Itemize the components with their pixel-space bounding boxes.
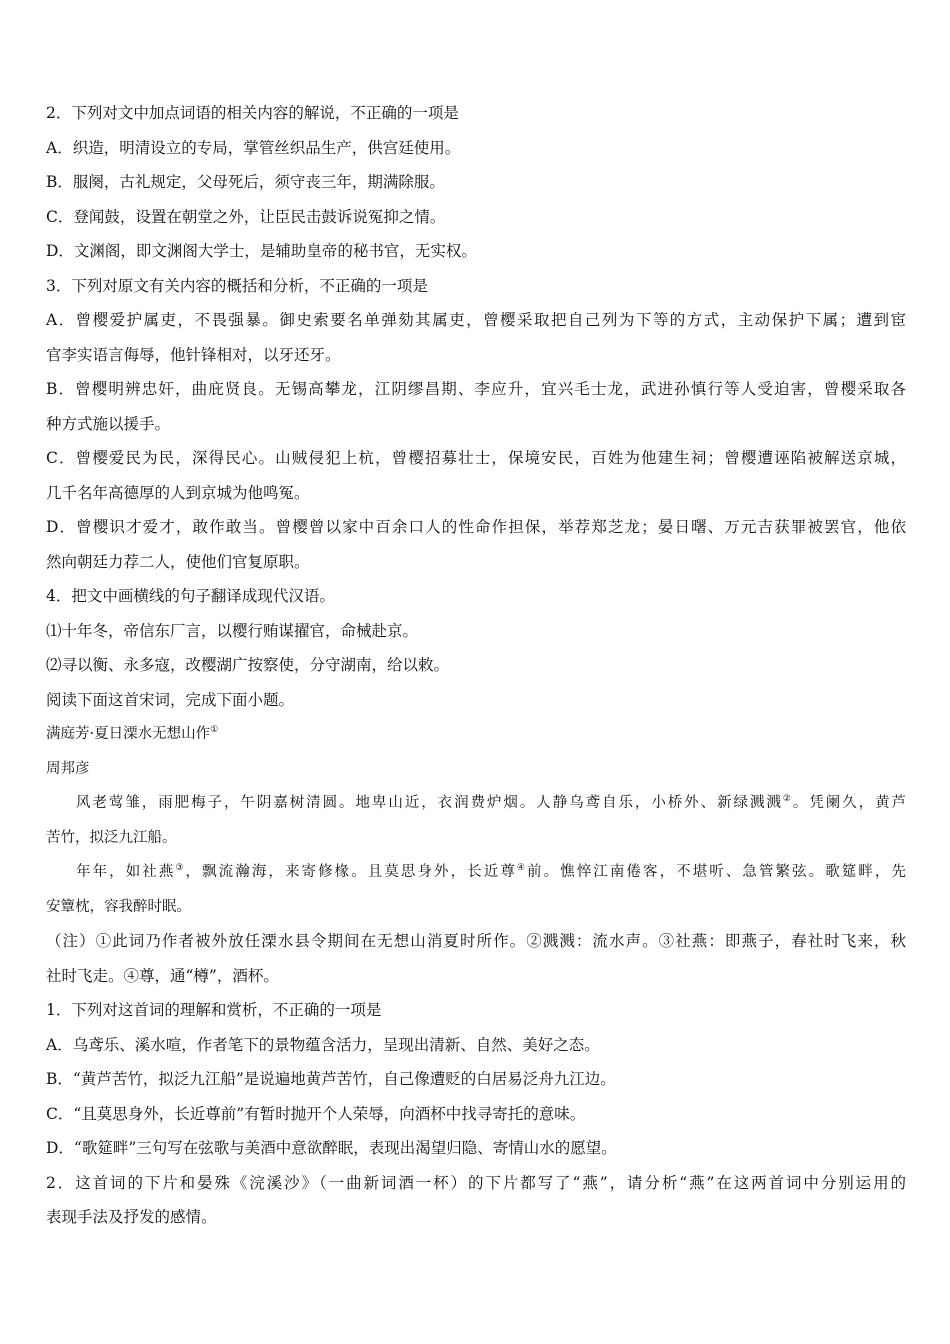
poem-stanza-2-line1 — [46, 855, 906, 890]
poem-stanza-2-line2: 安簟枕，容我醉时眠。 — [46, 898, 191, 915]
poem-note-mark-4: ④ — [516, 863, 528, 874]
poem-stanza-1-line2: 苦竹，拟泛九江船。 — [46, 829, 177, 846]
poem-notes-line2: 社时飞走。④尊，通“樽”，酒杯。 — [46, 966, 279, 985]
poem-stanza-2-text-b: ，飘流瀚海，来寄修椽。且莫思身外，长近尊 — [185, 864, 517, 880]
question-3-option-b-line2: 种方式施以援手。 — [46, 414, 171, 433]
question-4-sentence-2: ⑵寻以衡、永多寇，改樱湖广按察使，分守湖南，给以敕。 — [46, 656, 450, 674]
poem-notes-line1: （注）①此词乃作者被外放任溧水县令期间在无想山消夏时所作。②溅溅：流水声。③社燕：即燕子，春社时飞来，秋 — [46, 932, 906, 950]
question-3-option-c-line1: C．曾樱爱民为民，深得民心。山贼侵犯上杭，曾樱招募壮士，保境安民，百姓为他建生祠；曾樱遭诬陷被解送京城， — [46, 449, 906, 467]
reading-question-2-stem-line1: 2．这首词的下片和晏殊《浣溪沙》（一曲新词酒一杯）的下片都写了“燕”，请分析“燕”在这两首词中分别运用的 — [46, 1173, 906, 1192]
question-3-option-a-line1: A．曾樱爱护属吏，不畏强暴。御史索要名单弹劾其属吏，曾樱采取把自己列为下等的方式，主动保护下属；遭到宦 — [46, 311, 906, 329]
reading-question-1-option-a: A．乌鸢乐、溪水喧，作者笔下的景物蕴含活力，呈现出清新、自然、美好之态。 — [46, 1035, 600, 1054]
question-3-option-c-line2: 几千名年高德厚的人到京城为他鸣冤。 — [46, 483, 310, 502]
reading-question-1-option-b: B．“黄芦苦竹，拟泛九江船”是说遍地黄芦苦竹，自己像遭贬的白居易泛舟九江边。 — [46, 1070, 616, 1088]
poem-stanza-1-text-b: 。凭阑久，黄芦 — [792, 795, 906, 811]
poem-title-note-mark: ① — [210, 725, 219, 736]
exam-page — [46, 96, 906, 1235]
question-2-option-c: C．登闻鼓，设置在朝堂之外，让臣民击鼓诉说冤抑之情。 — [46, 207, 446, 226]
question-3-option-d-line2: 然向朝廷力荐二人，使他们官复原职。 — [46, 552, 310, 571]
poem-note-mark-3: ③ — [175, 863, 186, 874]
reading-question-2-stem-line2: 表现手法及抒发的感情。 — [46, 1208, 217, 1226]
poem-title — [46, 717, 906, 752]
poem-note-mark-2: ② — [782, 794, 793, 805]
poem-stanza-1-text-a: 风老莺雏，雨肥梅子，午阴嘉树清圆。地卑山近，衣润费炉烟。人静乌鸢自乐，小桥外、新绿溅溅 — [76, 795, 783, 811]
question-2-stem: 2．下列对文中加点词语的相关内容的解说，不正确的一项是 — [46, 104, 459, 122]
question-4-sentence-1: ⑴十年冬，帝信东厂言，以樱行贿谋擢官，命械赴京。 — [46, 621, 419, 640]
question-2-option-d: D．文渊阁，即文渊阁大学士，是辅助皇帝的秘书官，无实权。 — [46, 242, 477, 260]
poem-stanza-2-text-a: 年年，如社燕 — [76, 864, 176, 880]
poem-author: 周邦彦 — [46, 760, 90, 777]
reading-intro: 阅读下面这首宋词，完成下面小题。 — [46, 690, 295, 709]
question-3-option-d-line1: D．曾樱识才爱才，敢作敢当。曾樱曾以家中百余口人的性命作担保，举荐郑芝龙；晏日曙、万元吉获罪被罢官，他依 — [46, 518, 906, 536]
poem-stanza-2-text-c: 前。憔悴江南倦客，不堪听、急管繁弦。歌筵畔，先 — [527, 864, 906, 880]
poem-stanza-1-line1 — [46, 786, 906, 821]
poem-title-text: 满庭芳·夏日溧水无想山作 — [46, 726, 211, 742]
question-4-stem: 4．把文中画横线的句子翻译成现代汉语。 — [46, 587, 335, 605]
reading-question-1-stem: 1．下列对这首词的理解和赏析，不正确的一项是 — [46, 1001, 382, 1019]
question-3-option-b-line1: B．曾樱明辨忠奸，曲庇贤良。无锡高攀龙，江阴缪昌期、李应升，宜兴毛士龙，武进孙慎行等人受迫害，曾樱采取各 — [46, 380, 906, 398]
question-2-option-b: B．服阕，古礼规定，父母死后，须守丧三年，期满除服。 — [46, 173, 445, 191]
reading-question-1-option-c: C．“且莫思身外，长近尊前”有暂时抛开个人荣辱，向酒杯中找寻寄托的意味。 — [46, 1104, 586, 1123]
reading-question-1-option-d: D．“歌筵畔”三句写在弦歌与美酒中意欲醉眠，表现出渴望归隐、寄情山水的愿望。 — [46, 1139, 617, 1157]
question-3-stem: 3．下列对原文有关内容的概括和分析，不正确的一项是 — [46, 276, 428, 295]
question-3-option-a-line2: 官李实语言侮辱，他针锋相对，以牙还牙。 — [46, 345, 341, 364]
question-2-option-a: A．织造，明清设立的专局，掌管丝织品生产，供宫廷使用。 — [46, 138, 461, 157]
